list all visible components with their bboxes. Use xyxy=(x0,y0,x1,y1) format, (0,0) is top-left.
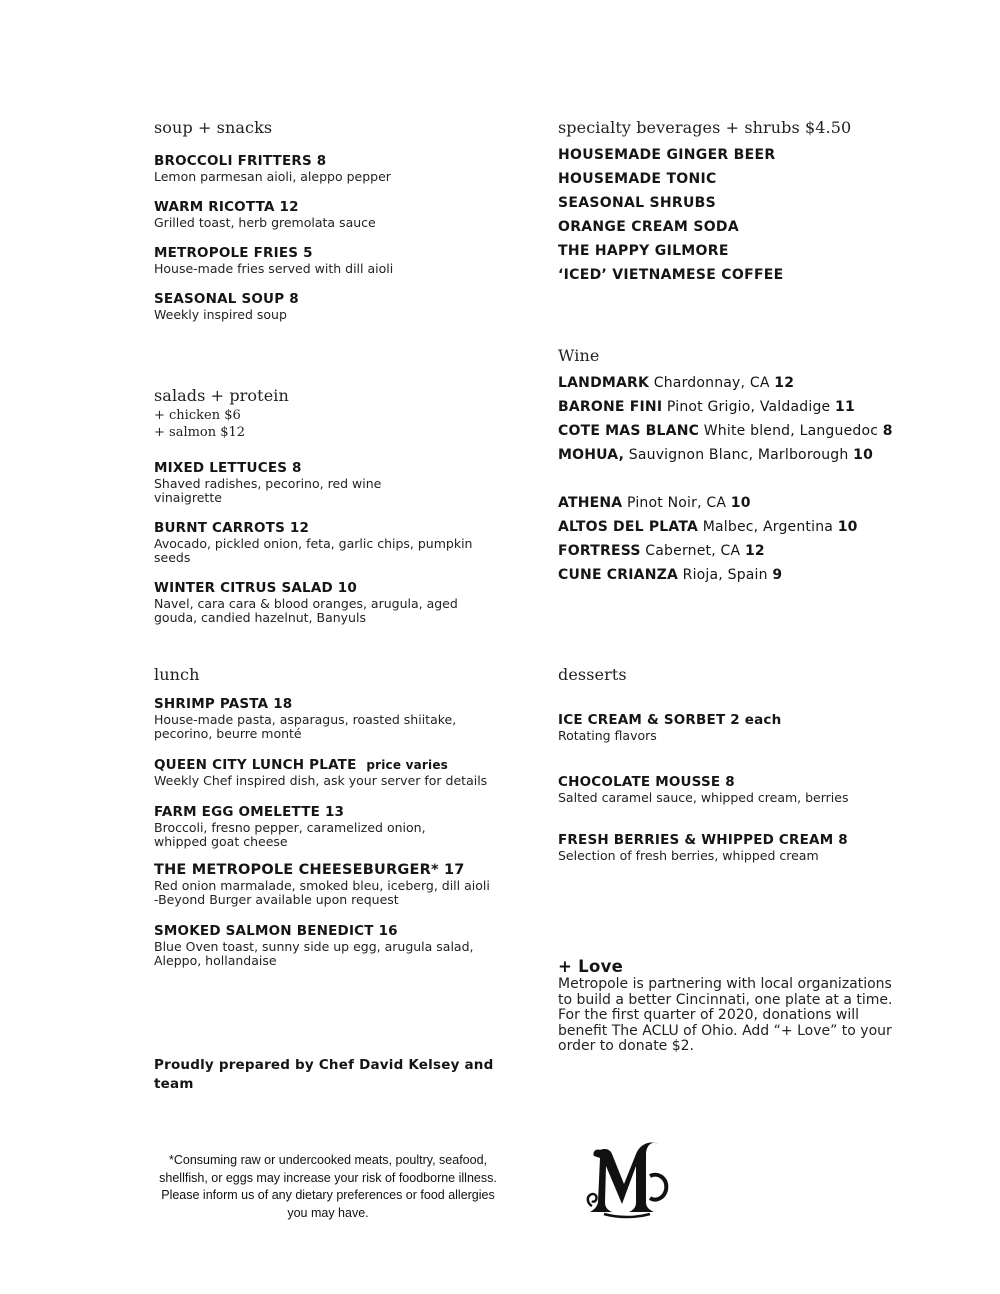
item-desc: House-made pasta, asparagus, roasted shiitake, pecorino, beurre monté xyxy=(154,712,457,741)
wine-desc: Pinot Noir, CA xyxy=(622,495,731,511)
item-desc: Selection of fresh berries, whipped cream xyxy=(558,848,819,863)
beverage-list xyxy=(558,143,938,287)
beverage-item: ORANGE CREAM SODA xyxy=(558,219,739,235)
wine-producer: LANDMARK xyxy=(558,375,650,391)
wine-producer: COTE MAS BLANC xyxy=(558,423,700,439)
wine-producer: BARONE FINI xyxy=(558,399,663,415)
wine-desc: Malbec, Argentina xyxy=(698,519,838,535)
salads-protein-section xyxy=(154,386,514,625)
item-desc: Shaved radishes, pecorino, red wine vinaigrette xyxy=(154,476,382,505)
beverage-item: THE HAPPY GILMORE xyxy=(558,243,729,259)
beverages-section xyxy=(558,118,938,287)
item-name: CHOCOLATE MOUSSE 8 xyxy=(558,774,735,790)
wine-producer: MOHUA, xyxy=(558,447,625,463)
menu-item xyxy=(154,520,514,565)
wine-item xyxy=(558,563,958,587)
item-name: THE METROPOLE CHEESEBURGER* 17 xyxy=(154,862,465,878)
desserts-section xyxy=(558,665,918,863)
love-title: + Love xyxy=(558,957,624,976)
item-name: SEASONAL SOUP 8 xyxy=(154,291,299,307)
item-name: WARM RICOTTA 12 xyxy=(154,199,299,215)
wine-desc: Sauvignon Blanc, Marlborough xyxy=(624,447,854,463)
menu-item xyxy=(558,832,918,863)
menu-item xyxy=(558,712,918,743)
item-desc: Salted caramel sauce, whipped cream, berries xyxy=(558,790,849,805)
food-safety-disclaimer: *Consuming raw or undercooked meats, poultry, seafood, shellfish, or eggs may increase your risk of foodborne illness. Please inform us of any dietary preferences or food allergies you may have. xyxy=(159,1153,497,1220)
wine-item xyxy=(558,515,958,539)
item-name: MIXED LETTUCES 8 xyxy=(154,460,302,476)
wine-producer: FORTRESS xyxy=(558,543,641,559)
white-wine-list xyxy=(558,371,958,467)
section-title: soup + snacks xyxy=(154,118,273,137)
addon-chicken: + chicken $6 xyxy=(154,408,241,423)
item-desc: Weekly Chef inspired dish, ask your server for details xyxy=(154,773,488,788)
menu-item xyxy=(154,696,514,741)
love-text: Metropole is partnering with local organizations to build a better Cincinnati, one plate at a time. For the first quarter of 2020, donations will benefit The ACLU of Ohio. Add “+ Love” to your order to donate $2. xyxy=(558,976,893,1054)
item-desc: Weekly inspired soup xyxy=(154,307,287,322)
wine-item xyxy=(558,539,958,563)
item-price: price varies xyxy=(366,758,449,772)
item-desc-note: -Beyond Burger available upon request xyxy=(154,892,399,907)
menu-item xyxy=(154,804,514,849)
soup-snacks-section xyxy=(154,118,514,322)
item-name: METROPOLE FRIES 5 xyxy=(154,245,313,261)
wine-price: 10 xyxy=(853,447,874,463)
item-desc: Rotating flavors xyxy=(558,728,657,743)
item-name: ICE CREAM & SORBET 2 each xyxy=(558,712,782,728)
metropole-m-logo xyxy=(578,1132,678,1222)
menu-item xyxy=(154,580,514,625)
menu-item xyxy=(558,774,918,805)
wine-item xyxy=(558,491,958,515)
red-wine-list xyxy=(558,491,958,587)
section-title: desserts xyxy=(558,665,627,684)
item-name: FRESH BERRIES & WHIPPED CREAM 8 xyxy=(558,832,848,848)
item-name-row xyxy=(154,757,514,774)
section-title: specialty beverages + shrubs $4.50 xyxy=(558,118,852,137)
item-name: WINTER CITRUS SALAD 10 xyxy=(154,580,357,596)
wine-item xyxy=(558,371,958,395)
wine-item xyxy=(558,395,958,419)
beverage-item: HOUSEMADE GINGER BEER xyxy=(558,147,776,163)
menu-item xyxy=(154,923,514,968)
item-desc: Broccoli, fresno pepper, caramelized onion, whipped goat cheese xyxy=(154,820,426,849)
menu-item xyxy=(154,460,514,505)
menu-item xyxy=(154,153,514,184)
wine-item xyxy=(558,419,958,443)
m-logo-icon xyxy=(578,1132,678,1222)
wine-price: 10 xyxy=(730,495,751,511)
item-desc: Avocado, pickled onion, feta, garlic chips, pumpkin seeds xyxy=(154,536,473,565)
menu-item xyxy=(154,291,514,322)
chef-credit: Proudly prepared by Chef David Kelsey and team xyxy=(154,1057,494,1092)
wine-price: 12 xyxy=(744,543,765,559)
item-desc: Grilled toast, herb gremolata sauce xyxy=(154,215,376,230)
item-name: BURNT CARROTS 12 xyxy=(154,520,310,536)
wine-producer: CUNE CRIANZA xyxy=(558,567,678,583)
menu-item xyxy=(154,757,514,788)
lunch-section xyxy=(154,665,514,968)
item-desc: Red onion marmalade, smoked bleu, iceberg, dill aioli xyxy=(154,878,490,893)
beverage-item: ‘ICED’ VIETNAMESE COFFEE xyxy=(558,267,784,283)
item-desc: Lemon parmesan aioli, aleppo pepper xyxy=(154,169,391,184)
beverage-item: SEASONAL SHRUBS xyxy=(558,195,717,211)
item-name: BROCCOLI FRITTERS 8 xyxy=(154,153,327,169)
item-desc: Navel, cara cara & blood oranges, arugula, aged gouda, candied hazelnut, Banyuls xyxy=(154,596,458,625)
wine-desc: Pinot Grigio, Valdadige xyxy=(662,399,835,415)
item-name: FARM EGG OMELETTE 13 xyxy=(154,804,345,820)
section-title: Wine xyxy=(558,346,600,365)
wine-price: 12 xyxy=(774,375,795,391)
wine-desc: Chardonnay, CA xyxy=(649,375,775,391)
wine-producer: ALTOS DEL PLATA xyxy=(558,519,699,535)
wine-section xyxy=(558,346,958,587)
section-title: salads + protein xyxy=(154,386,289,405)
menu-item xyxy=(154,245,514,276)
wine-desc: White blend, Languedoc xyxy=(699,423,883,439)
wine-price: 8 xyxy=(882,423,893,439)
item-name: SHRIMP PASTA 18 xyxy=(154,696,293,712)
menu-item xyxy=(154,862,514,907)
wine-price: 10 xyxy=(837,519,858,535)
love-section xyxy=(558,957,903,1055)
item-desc: House-made fries served with dill aioli xyxy=(154,261,394,276)
beverage-item: HOUSEMADE TONIC xyxy=(558,171,717,187)
item-name: QUEEN CITY LUNCH PLATE xyxy=(154,757,357,773)
item-name: SMOKED SALMON BENEDICT 16 xyxy=(154,923,398,939)
wine-desc: Cabernet, CA xyxy=(640,543,745,559)
wine-item xyxy=(558,443,958,467)
addon-salmon: + salmon $12 xyxy=(154,425,246,440)
menu-item xyxy=(154,199,514,230)
wine-price: 9 xyxy=(772,567,783,583)
wine-producer: ATHENA xyxy=(558,495,623,511)
section-title: lunch xyxy=(154,665,200,684)
wine-desc: Rioja, Spain xyxy=(678,567,773,583)
item-desc: Blue Oven toast, sunny side up egg, arugula salad, Aleppo, hollandaise xyxy=(154,939,474,968)
wine-price: 11 xyxy=(835,399,855,415)
